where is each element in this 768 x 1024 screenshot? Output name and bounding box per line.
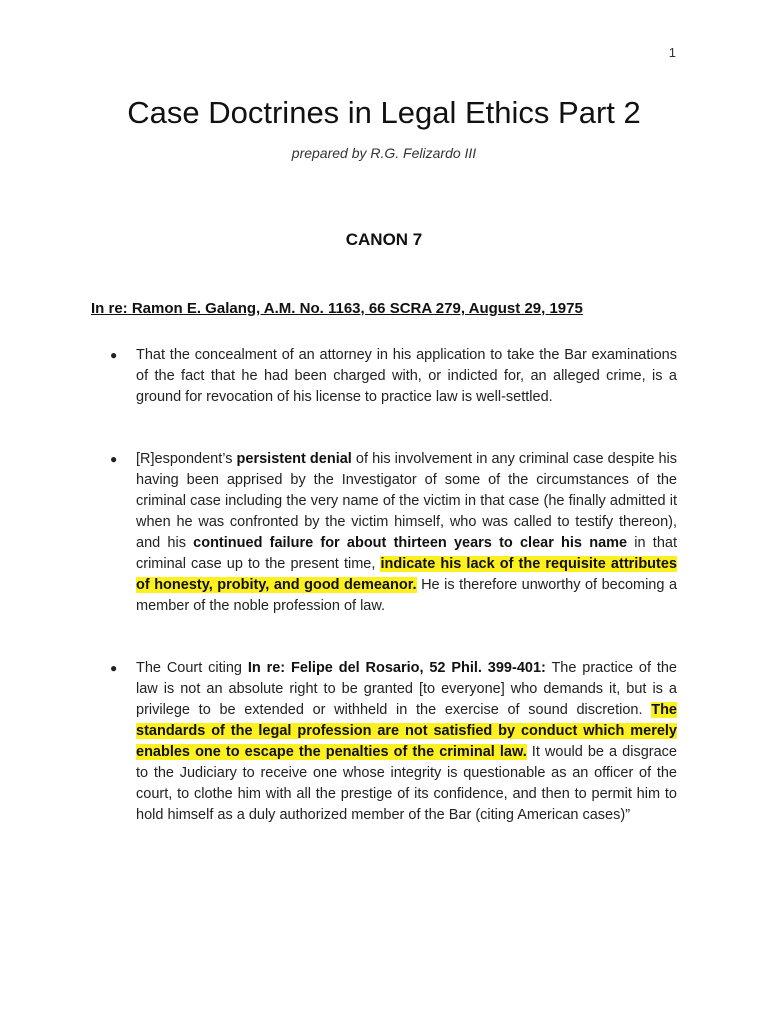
doctrine-item-3 <box>91 658 677 826</box>
highlighted-phrase: indicate his lack of the requisite attributes of honesty, probity, and good demeanor. <box>136 556 677 593</box>
doctrine-text: The practice of the law is not an absolute right to be granted [to everyone] who demands it, but is a privilege to be extended or withheld in the exercise of sound discretion. <box>136 660 677 718</box>
doctrine-text: It would be a disgrace to the Judiciary to receive one whose integrity is questionable as an officer of the court, to clothe him with all the prestige of its confidence, and then to permit him to hold himself as a duly authorized member of the Bar (citing American cases)” <box>136 744 677 823</box>
case-heading: In re: Ramon E. Galang, A.M. No. 1163, 66 SCRA 279, August 29, 1975 <box>91 300 583 317</box>
bullet-icon: ● <box>110 452 118 466</box>
bold-phrase: persistent denial <box>236 451 352 467</box>
highlighted-phrase: The standards of the legal profession are not satisfied by conduct which merely enables one to escape the penalties of the criminal law. <box>136 702 677 760</box>
canon-heading: CANON 7 <box>345 230 423 249</box>
doctrine-text: He is therefore unworthy of becoming a member of the noble profession of law. <box>136 577 678 614</box>
bullet-icon: ● <box>110 348 118 362</box>
case-citation: In re: Felipe del Rosario, 52 Phil. 399-401: <box>247 660 546 676</box>
doctrine-text: in that criminal case up to the present time, <box>136 535 677 572</box>
doctrine-item-2 <box>91 449 677 617</box>
doctrine-text: [R]espondent’s <box>136 451 237 467</box>
doctrine-item-1 <box>91 345 677 408</box>
doctrine-text: The Court citing <box>136 660 248 676</box>
page-number: 1 <box>668 45 676 60</box>
bullet-icon: ● <box>110 661 118 675</box>
doctrine-text: of his involvement in any criminal case despite his having been apprised by the Investigator of some of the circumstances of the criminal case including the very name of the victim in that case (he finally admitted it when he was confronted by the victim himself, who was called to testify thereon), and his <box>136 451 678 551</box>
document-title: Case Doctrines in Legal Ethics Part 2 <box>127 95 641 130</box>
author-byline: prepared by R.G. Felizardo III <box>291 145 477 161</box>
doctrine-list <box>91 345 677 826</box>
bold-phrase: continued failure for about thirteen years to clear his name <box>193 535 628 551</box>
doctrine-text: That the concealment of an attorney in his application to take the Bar examinations of the fact that he had been charged with, or indicted for, an alleged crime, is a ground for revocation of his license to practice law is well-settled. <box>136 347 677 405</box>
